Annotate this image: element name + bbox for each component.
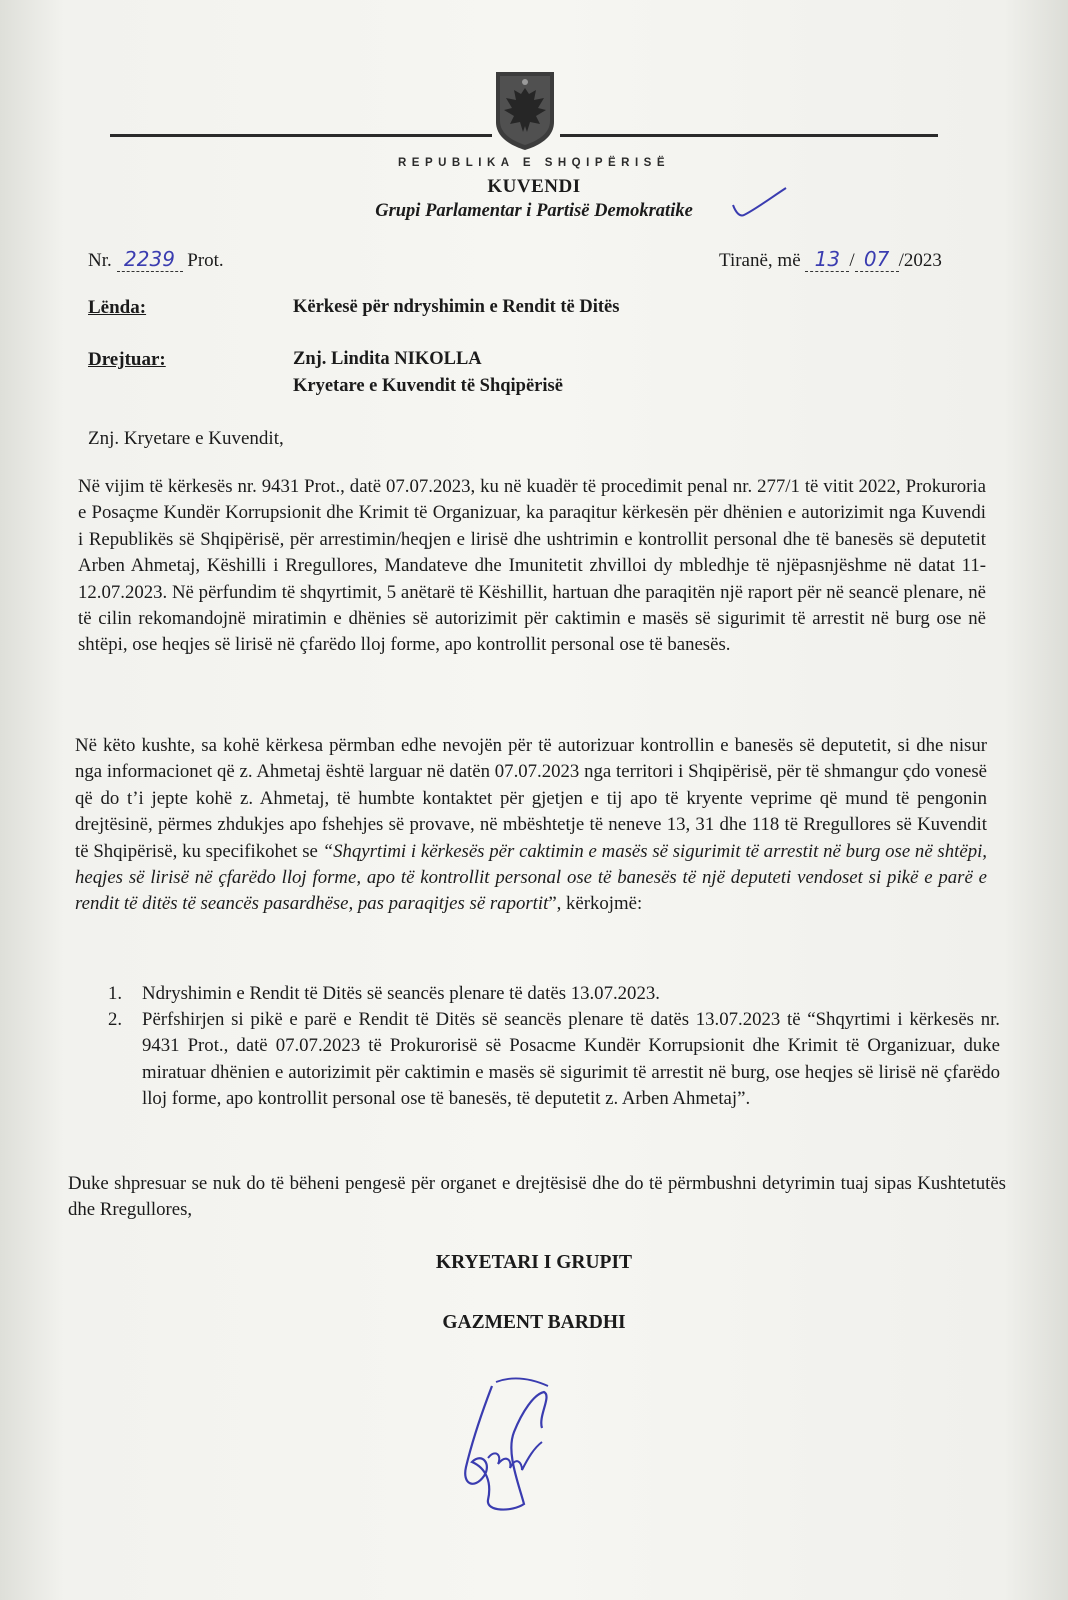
date-month: 07 — [855, 247, 899, 272]
request-item-1 — [108, 981, 1000, 1007]
subject-text: Kërkesë për ndryshimin e Rendit të Ditës — [293, 297, 620, 317]
request-number: 2. — [108, 1009, 123, 1030]
date-line: Tiranë, më 13 / 07 /2023 — [719, 247, 942, 271]
salutation: Znj. Kryetare e Kuvendit, — [88, 428, 284, 449]
addressee-name: Znj. Lindita NIKOLLA — [293, 349, 482, 369]
paragraph-2-text: Në këto kushte, sa kohë kërkesa përmban edhe nevojën për të autorizuar kontrollin e banesës së deputetit, si dhe nisur nga informacionet që z. Ahmetaj është larguar në datën 07.07.2023 nga territori i Shqipërisë, për të shmangur çdo vonesë që do t’i jepte kohë z. Ahmetaj, të humbte kontaktet për gjetjen e tij apo të kryente veprime që mund të pengonin drejtësinë, përmes zhdukjes apo fshehjes së provave, në mbështetje të neneve 13, 31 dhe 118 të Rregullores së Kuvendit të Shqipërisë, ku specifikohet se — [75, 735, 987, 862]
closing-paragraph: Duke shpresuar se nuk do të bëheni pengesë për organet e drejtësisë dhe do të përmbushni detyrimin tuaj sipas Kushtetutës dhe Rregullores, — [68, 1173, 1006, 1221]
place-label: Tiranë, më — [719, 250, 801, 271]
subject-label: Lënda: — [88, 297, 147, 318]
regulation-quote: “Shqyrtimi i kërkesës për caktimin e masës së sigurimit të arrestit në burg ose në shtëpi, heqjes së lirisë në çfarëdo lloj forme, apo të kontrollit personal ose të banesës të një deputeti vendoset si pikë e parë e rendit të ditës të seancës pasardhëse, pas paraqitjes së raportit — [75, 840, 987, 915]
republika-heading: REPUBLIKA E SHQIPËRISË — [397, 157, 671, 169]
signatory-position: KRYETARI I GRUPIT — [435, 1252, 633, 1273]
nr-value: 2239 — [117, 247, 183, 272]
prot-label: Prot. — [187, 250, 224, 271]
request-item-2 — [108, 1007, 1000, 1113]
date-year: /2023 — [898, 250, 942, 271]
nr-label: Nr. — [88, 250, 112, 271]
addressee-title: Kryetare e Kuvendit të Shqipërisë — [293, 376, 563, 396]
header-rule-left — [110, 134, 492, 137]
request-number: 1. — [108, 983, 123, 1004]
header-rule-right — [560, 134, 938, 137]
request-text: Përfshirjen si pikë e parë e Rendit të Ditës së seancës plenare të datës 13.07.2023 të “Shqyrtimi i kërkesës nr. 9431 Prot., datë 07.07.2023 të Prokurorisë së Posacme Kundër Korrupsionit dhe Krimit të Organizuar, duke miratuar dhënien e autorizimit për caktimin e masës së sigurimit të arrestit në burg, ose heqjes së lirisë në çfarëdo lloj forme, apo kontrollit personal ose të banesës, të deputetit z. Arben Ahmetaj”. — [142, 1009, 1000, 1110]
addressee-label: Drejtuar: — [88, 349, 166, 370]
albanian-emblem-icon — [494, 70, 556, 152]
checkmark-icon — [730, 185, 790, 221]
request-text: Ndryshimin e Rendit të Ditës së seancës plenare të datës 13.07.2023. — [142, 983, 660, 1004]
protocol-number — [88, 247, 224, 272]
paragraph-2-end: ”, kërkojmë: — [548, 893, 643, 915]
signatory-name: GAZMENT BARDHI — [442, 1312, 626, 1333]
parliamentary-group-heading: Grupi Parlamentar i Partisë Demokratike — [375, 201, 693, 221]
kuvendi-heading: KUVENDI — [487, 176, 581, 197]
body-paragraph-1: Në vijim të kërkesës nr. 9431 Prot., datë 07.07.2023, ku në kuadër të procedimit penal nr. 277/1 të vitit 2022, Prokuroria e Posaçme Kundër Korrupsionit dhe Krimit të Organizuar, ka paraqitur kërkesën për dhënien e autorizimit nga Kuvendi i Republikës së Shqipërisë, për arrestimin/heqjen e lirisë dhe ushtrimin e kontrollit personal dhe të banesës së deputetit Arben Ahmetaj, Këshilli i Rregullores, Mandateve dhe Imunitetit zhvilloi dy mbledhje të njëpasnjëshme në datat 11-12.07.2023. Në përfundim të shqyrtimit, 5 anëtarë të Këshillit, hartuan dhe paraqitën një raport për në seancë plenare, në të cilin rekomandojnë miratimin e dhënies së autorizimit për caktimin e masës së sigurimit të arrestit në burg ose në shtëpi, ose heqjes së lirisë në çfarëdo lloj forme, apo kontrollit personal ose të banesës. — [78, 476, 986, 656]
date-day: 13 — [805, 247, 849, 272]
signature — [452, 1372, 564, 1514]
body-paragraph-2 — [75, 733, 987, 918]
